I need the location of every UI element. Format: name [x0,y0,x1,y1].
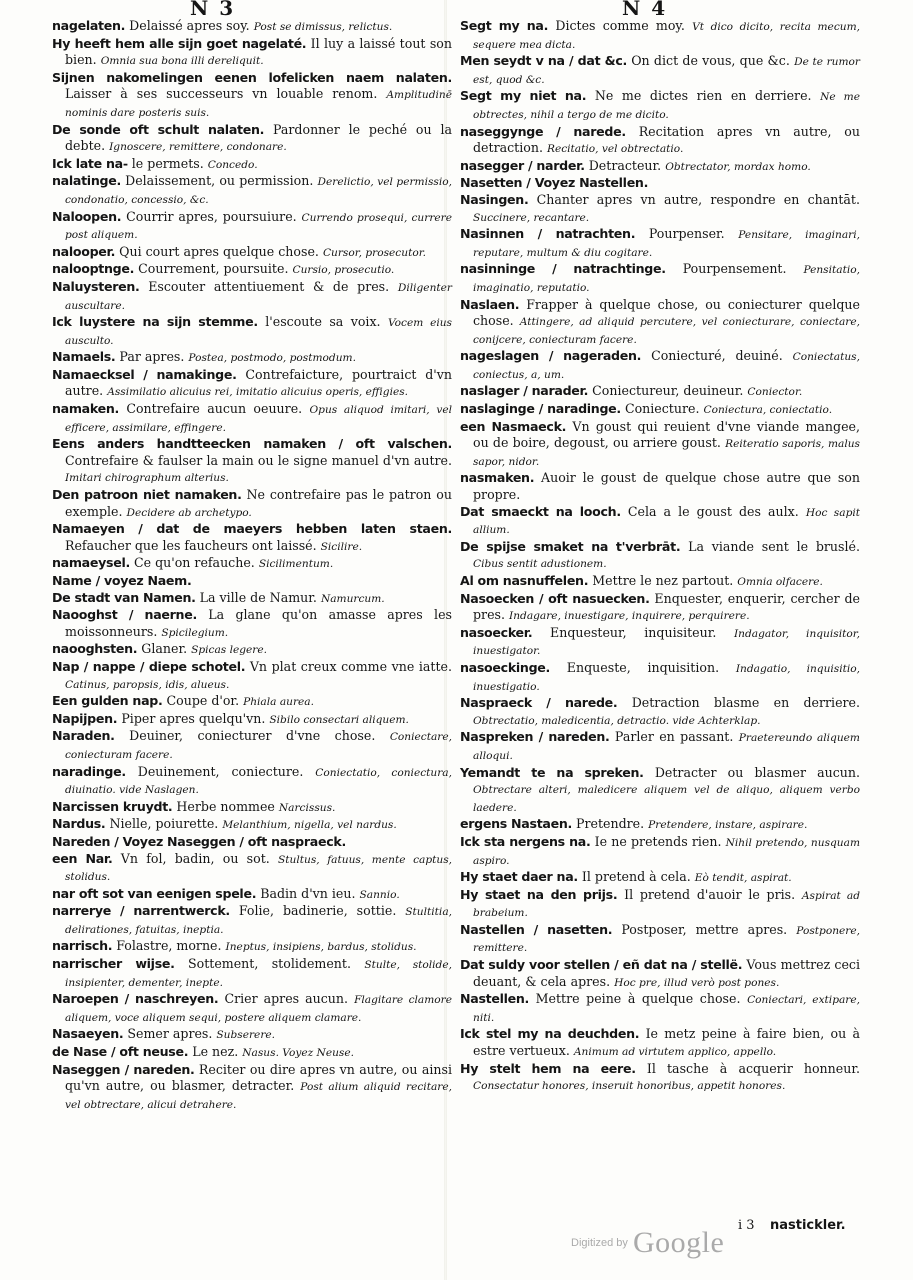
french-gloss: Courrir apres, poursuiure. [126,208,297,224]
dictionary-entry [460,175,860,192]
dictionary-entry [52,991,452,1026]
dictionary-entry [52,436,452,487]
headword: naradinge. [52,763,126,779]
latin-gloss: Sicilimentum. [258,558,334,571]
headword: Ick luystere na sijn stemme. [52,314,258,330]
latin-gloss: Indagator, inquisitor, inuestigator. [473,627,860,658]
latin-gloss: Flagitare clamore aliquem, voce aliquem sequi, postere aliquem clamare. [65,994,452,1024]
dictionary-entry [52,487,452,521]
latin-gloss: Sannio. [359,888,400,901]
french-gloss: Enquester, enquerir, cercher de pres. [473,590,860,623]
dictionary-entry [52,36,452,70]
latin-gloss: Pensitatio, imaginatio, reputatio. [473,264,860,294]
french-gloss: Vn goust qui reuient d'vne viande mangee, ou de boire, degoust, ou arriere goust. [473,418,861,451]
french-gloss: Contrefaire & faulser la main ou le signe manuel d'vn autre. [65,452,452,468]
french-gloss: Enqueste, inquisition. [566,659,720,675]
headword: Naspraeck / narede. [460,695,618,711]
french-gloss: Dictes comme moy. [555,18,685,33]
right-running-header: N 4 [622,0,668,20]
latin-gloss: Imitari chirographum alterius. [65,472,229,485]
latin-gloss: Animum ad virtutem applico, appello. [573,1046,777,1059]
latin-gloss: Cursio, prosecutio. [292,264,395,277]
french-gloss: Il luy a laissé tout son bien. [65,35,452,68]
french-gloss: Enquesteur, inquisiteur. [550,624,717,640]
latin-gloss: Namurcum. [320,592,385,605]
latin-gloss: Obtrectatio, maledicentia, detractio. vide Achterklap. [473,714,761,727]
french-gloss: Mettre peine à quelque chose. [535,991,741,1007]
dictionary-entry [52,367,452,401]
latin-gloss: Diligenter auscultare. [65,281,452,312]
dictionary-entry [460,887,860,922]
latin-gloss: De te rumor est, quod &c. [473,56,860,86]
french-gloss: Coniectureur, deuineur. [592,383,744,399]
dictionary-entry [460,816,860,834]
dictionary-entry [52,349,452,367]
dictionary-entry [52,555,452,573]
dictionary-entry [52,244,452,262]
latin-gloss: Melanthium, nigella, vel nardus. [222,819,397,832]
dictionary-entry [460,625,860,660]
headword: narrischer wijse. [52,956,175,972]
french-gloss: Detracter ou blasmer aucun. [654,764,860,780]
french-gloss: Vous mettrez ceci deuant, & cela apres. [473,957,860,989]
dictionary-entry [52,261,452,279]
latin-gloss: Narcissus. [278,801,336,814]
french-gloss: Glaner. [141,641,188,657]
headword: Hy staet daer na. [460,869,578,885]
latin-gloss: Concedo. [207,158,258,171]
dictionary-entry [460,765,860,817]
headword: Hy staet na den prijs. [460,886,618,902]
latin-gloss: Succinere, recantare. [473,211,590,224]
french-gloss: Semer apres. [127,1026,213,1042]
latin-gloss: Indagatio, inquisitio, inuestigatio. [473,662,860,693]
headword: Nareden / Voyez Naseggen / oft naspraeck. [52,833,346,849]
latin-gloss: Indagare, inuestigare, inquirere, perquirere. [509,610,750,623]
headword: Name / voyez Naem. [52,573,192,588]
headword: De sonde oft schult nalaten. [52,121,265,137]
french-gloss: Frapper à quelque chose, ou coniecturer quelque chose. [473,296,860,329]
french-gloss: Ie metz peine à faire bien, ou à estre vertueux. [473,1026,860,1059]
dictionary-entry [52,728,452,763]
french-gloss: Parler en passant. [614,729,734,745]
latin-gloss: Aspirat ad brabeium. [473,889,860,920]
dictionary-entry [52,156,452,174]
latin-gloss: Stultitia, delirationes, fatuitas, ineptia. [65,906,452,936]
headword: Narcissen kruydt. [52,798,173,814]
dictionary-entry [460,1061,860,1095]
french-gloss: Vn fol, badin, ou sot. [120,850,270,866]
latin-gloss: Vocem eius ausculto. [65,317,452,347]
french-gloss: Crier apres aucun. [224,991,349,1007]
dictionary-entry [52,209,452,244]
headword: Sijnen nakomelingen eenen lofelicken naem nalaten. [52,69,452,85]
headword: de Nase / oft neuse. [52,1044,189,1060]
google-watermark [571,1226,724,1260]
watermark-prefix: Digitized by [571,1237,628,1249]
headword: Den patroon niet namaken. [52,487,242,503]
headword: De spijse smaket na t'verbrāt. [460,538,681,554]
french-gloss: Vn plat creux comme vne iatte. [249,658,452,674]
dictionary-entry [460,729,860,764]
dictionary-entry [460,869,860,887]
headword: Nasoecken / oft nasuecken. [460,590,650,606]
latin-gloss: Coniectatus, coniectus, a, um. [473,351,860,381]
french-gloss: Delaissement, ou permission. [125,173,314,189]
headword: naslaginge / naradinge. [460,401,621,417]
dictionary-entry [52,573,452,590]
latin-gloss: Nasus. Voyez Neuse. [242,1047,354,1060]
french-gloss: Le nez. [192,1044,239,1060]
headword: Nasingen. [460,191,529,207]
headword: Naluysteren. [52,278,140,294]
dictionary-entry [460,401,860,419]
french-gloss: La glane qu'on amasse apres les moissonneurs. [65,607,452,639]
headword: Hy heeft hem alle sijn goet nagelaté. [52,35,307,51]
headword: Ick sta nergens na. [460,833,591,849]
headword: Naspreken / nareden. [460,729,610,745]
latin-gloss: Consectatur honores, inseruit honoribus, appetit honores. [473,1080,786,1093]
headword: Dat suldy voor stellen / eñ dat na / stellë. [460,957,743,973]
dictionary-entry [460,192,860,226]
headword: naooghsten. [52,641,138,657]
dictionary-entry [460,226,860,261]
dictionary-entry [52,18,452,36]
french-gloss: Mettre le nez partout. [592,573,734,588]
french-gloss: Folastre, morne. [116,938,222,954]
dictionary-entry [460,297,860,349]
french-gloss: Par apres. [119,349,185,365]
google-logo: Google [632,1226,725,1259]
french-gloss: Coupe d'or. [166,693,240,709]
latin-gloss: Coniectatio, coniectura, diuinatio. vide Naslagen. [65,766,452,797]
dictionary-entry [52,279,452,314]
dictionary-entry [52,659,452,693]
latin-gloss: Omnia olfacere. [737,576,823,588]
french-gloss: Il pretend d'auoir le pris. [624,886,796,902]
dictionary-entry [52,122,452,156]
french-gloss: Herbe nommee [176,798,275,814]
latin-gloss: Post alium aliquid recitare, vel obtrectare, alicui detrahere. [65,1081,452,1111]
headword: Namaeyen / dat de maeyers hebben laten staen. [52,521,452,537]
dictionary-entry [52,70,452,122]
dictionary-entry [460,158,860,176]
french-gloss: Folie, badinerie, sottie. [238,903,397,919]
dictionary-entry [460,261,860,296]
french-gloss: Badin d'vn ieu. [260,885,356,901]
headword: Nasetten / Voyez Nastellen. [460,175,649,191]
latin-gloss: Stulte, stolide, insipienter, dementer, inepte. [65,959,452,989]
french-gloss: La viande sent le bruslé. [688,538,860,554]
latin-gloss: Spicas legere. [191,644,267,657]
headword: nalooptnge. [52,261,135,277]
french-gloss: Piper apres quelqu'vn. [121,710,266,726]
dictionary-entry [460,957,860,991]
french-gloss: Contrefaicture, pourtraict d'vn autre. [65,366,452,399]
french-gloss: l'escoute sa voix. [265,314,381,330]
latin-gloss: Obtrectator, mordax homo. [665,160,811,173]
dictionary-entry [460,88,860,123]
headword: nar oft sot van eenigen spele. [52,885,257,901]
french-gloss: Ie ne pretends rien. [594,833,722,849]
dictionary-entry [460,573,860,591]
headword: naseggynge / narede. [460,123,626,139]
headword: Nasaeyen. [52,1026,124,1042]
dictionary-entry [52,938,452,956]
french-gloss: Ne contrefaire pas le patron ou exemple. [65,487,452,519]
french-gloss: Ce qu'on refauche. [134,555,255,571]
french-gloss: Detraction blasme en derriere. [631,695,860,711]
french-gloss: Cela a le goust des aulx. [627,503,799,519]
catchword: nastickler. [770,1218,846,1233]
dictionary-entry [52,764,452,799]
french-gloss: Pardonner le peché ou la debte. [65,121,452,154]
headword: Een gulden nap. [52,693,163,709]
headword: namaken. [52,401,120,417]
headword: Ick late na- [52,155,128,171]
dictionary-entry [460,591,860,625]
latin-gloss: Praetereundo aliquem alloqui. [473,732,860,762]
dictionary-entry [52,816,452,834]
headword: Naooghst / naerne. [52,607,197,623]
latin-gloss: Sicilire. [320,540,363,553]
french-gloss: On dict de vous, que &c. [631,53,790,69]
dictionary-entry [52,401,452,436]
latin-gloss: Hoc pre, illud verò post pones. [614,976,780,989]
french-gloss: Auoir le goust de quelque chose autre que son propre. [473,470,860,503]
dictionary-entry [52,851,452,886]
dictionary-entry [460,124,860,158]
dictionary-entry [460,991,860,1026]
left-column [52,18,452,1113]
headword: Naseggen / nareden. [52,1061,195,1077]
headword: nasoeckinge. [460,659,551,675]
french-gloss: Pretendre. [576,816,645,832]
french-gloss: Chanter apres vn autre, respondre en chantāt. [536,191,860,207]
french-gloss: le permets. [131,155,204,171]
latin-gloss: Spicilegium. [161,626,229,639]
latin-gloss: Attingere, ad aliquid percutere, vel coniecturare, coniectare, conijcere, coniecturam facere. [473,316,860,346]
french-gloss: Qui court apres quelque chose. [119,243,319,259]
dictionary-entry [460,419,860,471]
latin-gloss: Amplitudinē nominis dare posteris suis. [65,89,452,119]
french-gloss: Ne me dictes rien en derriere. [594,88,812,104]
latin-gloss: Ineptus, insipiens, bardus, stolidus. [225,941,417,954]
latin-gloss: Coniectura, coniectatio. [703,404,833,417]
headword: nasinninge / natrachtinge. [460,261,666,277]
headword: Segt my na. [460,18,549,33]
latin-gloss: Catinus, paropsis, idis, alueus. [65,678,230,691]
headword: Nastellen. [460,991,530,1007]
dictionary-entry [460,504,860,539]
dictionary-entry [52,693,452,711]
french-gloss: Courrement, poursuite. [138,261,289,277]
latin-gloss: Cursor, prosecutor. [322,246,426,259]
dictionary-entry [460,539,860,573]
latin-gloss: Subserere. [216,1029,276,1042]
headword: een Nasmaeck. [460,418,567,434]
headword: narrisch. [52,938,113,954]
latin-gloss: Coniector. [747,386,803,399]
headword: naslager / narader. [460,383,589,399]
latin-gloss: Nihil pretendo, nusquam aspiro. [473,836,860,867]
latin-gloss: Post se dimissus, relictus. [253,21,393,33]
headword: nalatinge. [52,173,121,189]
latin-gloss: Postea, postmodo, postmodum. [188,352,356,365]
french-gloss: Pourpensement. [682,261,787,277]
latin-gloss: Ignoscere, remittere, condonare. [109,141,287,154]
latin-gloss: Pretendere, instare, aspirare. [648,819,808,832]
headword: Al om nasnuffelen. [460,573,589,588]
dictionary-entry [52,1044,452,1062]
french-gloss: Laisser à ses successeurs vn louable renom. [65,86,378,102]
latin-gloss: Coniectare, coniecturam facere. [65,731,452,761]
latin-gloss: Pensitare, imaginari, reputare, multum & diu cogitare. [473,229,860,259]
headword: Naroepen / naschreyen. [52,991,219,1007]
dictionary-entry [460,695,860,729]
french-gloss: Delaissé apres soy. [129,18,250,33]
headword: Eens anders handtteecken namaken / oft valschen. [52,436,452,452]
latin-gloss: Sibilo consectari aliquem. [269,713,409,726]
dictionary-entry [52,173,452,208]
headword: Naraden. [52,728,115,744]
latin-gloss: Cibus sentit adustionem. [473,558,607,571]
headword: Hy stelt hem na eere. [460,1060,636,1076]
french-gloss: Coniecture. [624,401,700,417]
headword: nasoecker. [460,624,533,640]
dictionary-entry [460,53,860,88]
french-gloss: La ville de Namur. [199,589,317,605]
french-gloss: Refaucher que les faucheurs ont laissé. [65,537,317,553]
french-gloss: Postposer, mettre apres. [621,921,788,937]
headword: nageslagen / nageraden. [460,348,642,364]
headword: namaeysel. [52,555,130,571]
dictionary-entry [52,590,452,608]
french-gloss: Reciter ou dire apres vn autre, ou ainsi qu'vn autre, ou blasmer, detracter. [65,1061,452,1094]
latin-gloss: Opus aliquod imitari, vel efficere, assimilare, effingere. [65,404,452,434]
right-column [460,18,860,1095]
dictionary-entry [52,314,452,349]
latin-gloss: Ne me obtrectes, nihil a tergo de me dicito. [473,91,860,121]
dictionary-entry [52,799,452,817]
headword: nalooper. [52,243,116,259]
headword: een Nar. [52,850,113,866]
latin-gloss: Derelictio, vel permissio, condonatio, concessio, &c. [65,176,452,206]
dictionary-entry [460,383,860,401]
headword: ergens Nastaen. [460,816,572,832]
headword: Napijpen. [52,710,118,726]
latin-gloss: Omnia sua bona illi dereliquit. [100,55,264,68]
headword: Nastellen / nasetten. [460,921,613,937]
latin-gloss: Reiteratio saporis, malus sapor, nidor. [473,438,860,468]
headword: Men seydt v na / dat &c. [460,53,627,69]
latin-gloss: Phiala aurea. [243,696,314,709]
headword: Segt my niet na. [460,88,587,104]
latin-gloss: Currendo prosequi, currere post aliquem. [65,211,452,242]
french-gloss: Recitation apres vn autre, ou detraction. [473,123,860,156]
headword: narreryе / narrentwerck. [52,903,230,919]
french-gloss: Il pretend à cela. [581,869,691,885]
latin-gloss: Vt dico dicito, recita mecum, sequere mea dicta. [473,21,860,51]
dictionary-entry [52,886,452,904]
dictionary-entry [52,1062,452,1114]
dictionary-entry [52,1026,452,1044]
headword: De stadt van Namen. [52,589,196,605]
french-gloss: Coniecturé, deuiné. [651,348,783,364]
headword: Nardus. [52,816,106,832]
signature-mark: i 3 [738,1218,755,1233]
headword: Naslaen. [460,296,520,312]
french-gloss: Deuinement, coniecture. [137,763,304,779]
dictionary-entry [460,834,860,869]
dictionary-entry [52,834,452,851]
headword: Nasinnen / natrachten. [460,226,636,242]
headword: Dat smaeckt na looch. [460,503,621,519]
headword: nasmaken. [460,470,535,486]
headword: nagelaten. [52,18,126,33]
dictionary-entry [52,956,452,991]
latin-gloss: Assimilatio alicuius rei, imitatio alicuius operis, effigies. [107,386,409,399]
latin-gloss: Postponere, remittere. [473,924,860,955]
dictionary-entry [460,1026,860,1060]
french-gloss: Nielle, poiurette. [109,816,219,832]
french-gloss: Deuiner, coniecturer d'vne chose. [129,728,376,744]
french-gloss: Detracteur. [588,157,662,173]
latin-gloss: Decidere ab archetypo. [126,506,252,519]
french-gloss: Sottement, stolidement. [188,956,351,972]
latin-gloss: Recitatio, vel obtrectatio. [546,143,684,156]
french-gloss: Contrefaire aucun oeuure. [126,401,303,417]
dictionary-entry [460,660,860,695]
dictionary-entry [52,903,452,938]
dictionary-entry [52,711,452,729]
dictionary-entry [460,348,860,383]
french-gloss: Escouter attentiuement & de pres. [148,278,390,294]
latin-gloss: Hoc sapit allium. [473,506,860,537]
latin-gloss: Coniectari, extipare, niti. [473,994,860,1024]
latin-gloss: Obtrectare alteri, maledicere aliquem vel de aliquo, aliquem verbo laedere. [473,784,860,814]
dictionary-entry [460,470,860,503]
headword: Naloopen. [52,208,122,224]
latin-gloss: Eò tendit, aspirat. [694,872,792,885]
french-gloss: Il tasche à acquerir honneur. [646,1060,860,1076]
headword: Ick stel my na deuchden. [460,1026,640,1042]
latin-gloss: Stultus, fatuus, mente captus, stolidus. [65,853,452,884]
left-running-header: N 3 [190,0,236,20]
dictionary-entry [460,922,860,957]
headword: nasegger / narder. [460,157,585,173]
dictionary-entry [460,18,860,53]
dictionary-entry [52,521,452,555]
dictionary-entry [52,607,452,641]
headword: Namaecksel / namakinge. [52,366,237,382]
french-gloss: Pourpenser. [648,226,725,242]
headword: Nap / nappe / diepe schotel. [52,658,246,674]
headword: Yemandt te na spreken. [460,764,644,780]
dictionary-entry [52,641,452,659]
headword: Namaels. [52,349,116,365]
